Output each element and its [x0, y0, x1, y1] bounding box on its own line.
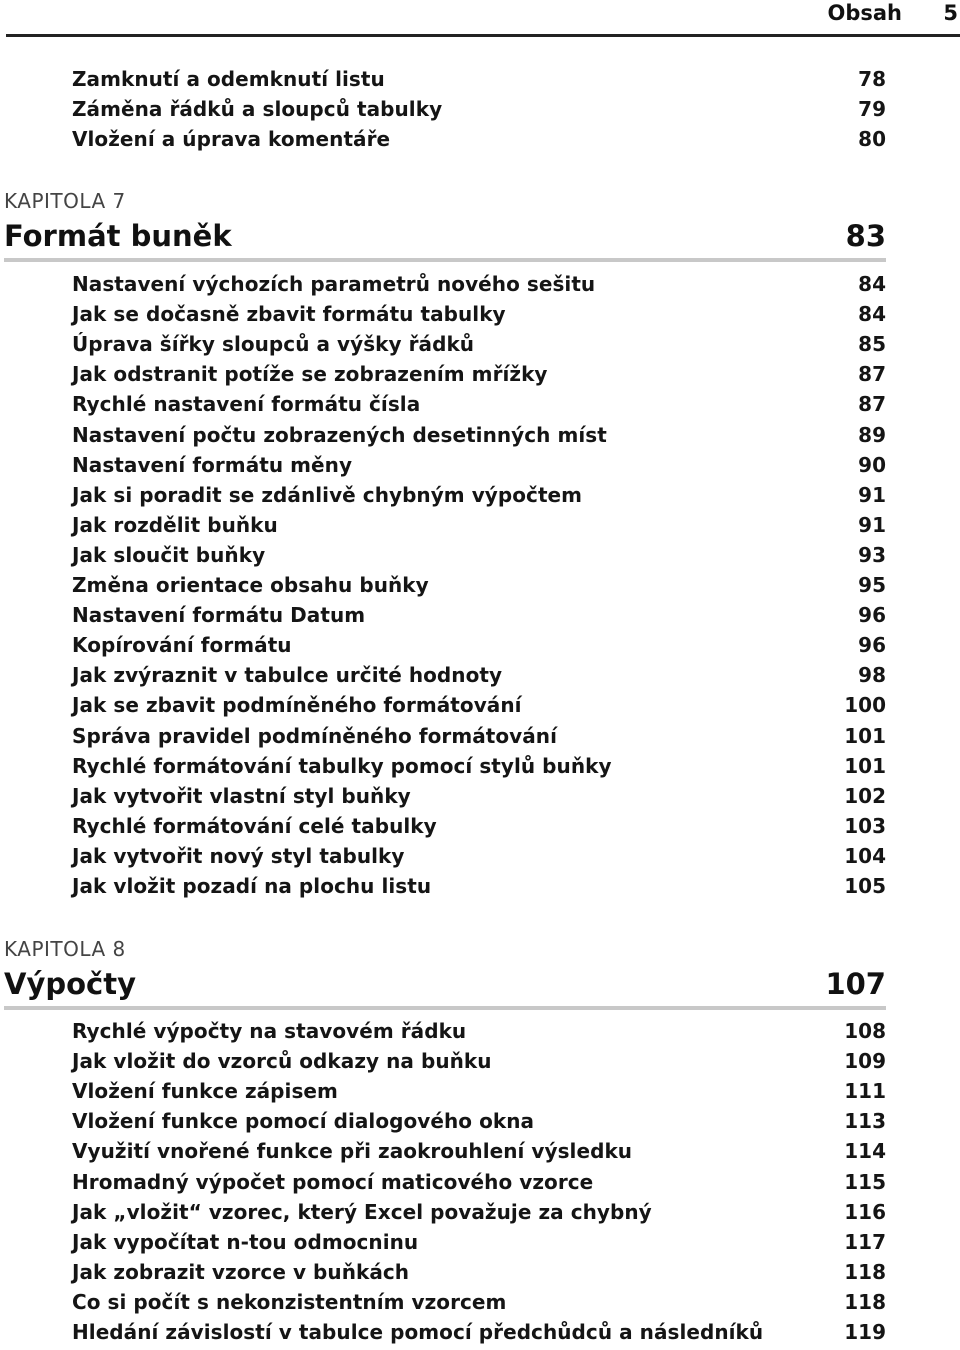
toc-entry[interactable]: [72, 269, 886, 299]
toc-entry-title: Nastavení formátu Datum: [72, 603, 366, 628]
chapter-divider: [4, 1006, 886, 1010]
toc-entry[interactable]: [72, 1227, 886, 1257]
toc-entry-title: Jak rozdělit buňku: [72, 512, 278, 537]
chapter-title: Formát buněk: [4, 219, 232, 253]
toc-entry[interactable]: [72, 329, 886, 359]
toc-entry-page: 118: [844, 1289, 886, 1314]
toc-entry-title: Rychlé formátování tabulky pomocí stylů buňky: [72, 753, 612, 778]
toc-entry[interactable]: [72, 420, 886, 450]
chapter-label: KAPITOLA 7: [4, 189, 126, 213]
toc-entry-title: Nastavení formátu měny: [72, 452, 353, 477]
toc-entry-title: Jak sloučit buňky: [72, 542, 266, 567]
toc-entry-page: 113: [844, 1109, 886, 1134]
toc-entry-title: Zamknutí a odemknutí listu: [72, 67, 385, 91]
toc-entry-page: 90: [858, 452, 886, 477]
toc-entry-title: Záměna řádků a sloupců tabulky: [72, 97, 443, 122]
toc-entry-page: 79: [858, 97, 886, 122]
toc-entry[interactable]: [72, 359, 886, 389]
toc-entry-title: Využití vnořené funkce při zaokrouhlení výsledku: [72, 1139, 633, 1164]
toc-entry-page: 87: [858, 362, 886, 387]
toc-entry-page: 103: [844, 813, 886, 838]
toc-entry[interactable]: [72, 540, 886, 570]
toc-entry-title: Rychlé nastavení formátu čísla: [72, 392, 421, 417]
toc-entry-title: Jak se zbavit podmíněného formátování: [72, 693, 522, 718]
toc-entry-page: 111: [844, 1079, 886, 1104]
toc-entry-title: Rychlé formátování celé tabulky: [72, 813, 437, 838]
chapter-divider: [4, 258, 886, 262]
toc-entry[interactable]: [72, 660, 886, 690]
toc-entry-page: 87: [858, 392, 886, 417]
toc-entry-page: 102: [844, 783, 886, 808]
toc-entry[interactable]: [72, 389, 886, 419]
toc-entry[interactable]: [72, 630, 886, 660]
toc-entry-page: 85: [858, 332, 886, 357]
toc-entry[interactable]: [72, 1167, 886, 1197]
toc-entry-title: Kopírování formátu: [72, 633, 292, 658]
toc-entry-title: Změna orientace obsahu buňky: [72, 573, 429, 597]
toc-entry-title: Nastavení počtu zobrazených desetinných míst: [72, 422, 607, 447]
toc-entry-title: Jak vypočítat n-tou odmocninu: [72, 1229, 419, 1254]
toc-entry-page: 117: [844, 1229, 886, 1254]
toc-entry[interactable]: [72, 1106, 886, 1136]
toc-entry-page: 78: [858, 67, 886, 91]
toc-entry-page: 89: [858, 422, 886, 447]
toc-entry-title: Vložení funkce zápisem: [72, 1079, 338, 1104]
toc-entry[interactable]: [72, 124, 886, 154]
toc-entry[interactable]: [72, 510, 886, 540]
toc-entry-page: 96: [858, 633, 886, 658]
toc-entry-title: Jak zvýraznit v tabulce určité hodnoty: [72, 663, 503, 688]
toc-entry-title: Jak zobrazit vzorce v buňkách: [72, 1259, 410, 1284]
toc-entry-title: Co si počít s nekonzistentním vzorcem: [72, 1289, 507, 1314]
toc-entry[interactable]: [72, 721, 886, 751]
toc-entry-page: 108: [844, 1019, 886, 1043]
toc-entry[interactable]: [72, 751, 886, 781]
toc-entry-page: 115: [844, 1169, 886, 1194]
toc-entry-title: Vložení a úprava komentáře: [72, 127, 391, 152]
toc-entry-page: 84: [858, 272, 886, 296]
toc-entry[interactable]: [72, 1287, 886, 1317]
toc-entry[interactable]: [72, 299, 886, 329]
toc-entry[interactable]: [72, 1136, 886, 1166]
toc-entry-page: 116: [844, 1199, 886, 1224]
header-title: Obsah: [827, 1, 902, 25]
toc-entry[interactable]: [72, 1046, 886, 1076]
chapter-title: Výpočty: [4, 967, 136, 1001]
toc-entry-page: 104: [844, 843, 886, 868]
toc-entry-page: 91: [858, 512, 886, 537]
toc-entry-title: Hledání závislostí v tabulce pomocí předchůdců a následníků: [72, 1320, 764, 1344]
toc-entry[interactable]: [72, 480, 886, 510]
toc-entry[interactable]: [72, 600, 886, 630]
toc-entry-page: 84: [858, 302, 886, 327]
toc-entry-page: 118: [844, 1259, 886, 1284]
toc-entry[interactable]: [72, 1197, 886, 1227]
chapter-heading: [4, 964, 886, 1004]
toc-entry-title: Jak vložit do vzorců odkazy na buňku: [72, 1049, 492, 1074]
page-number: 5: [943, 1, 958, 25]
toc-entry-title: Jak „vložit“ vzorec, který Excel považuje za chybný: [72, 1199, 652, 1224]
toc-entry-title: Rychlé výpočty na stavovém řádku: [72, 1019, 467, 1043]
toc-entry-title: Jak si poradit se zdánlivě chybným výpočtem: [72, 482, 583, 507]
toc-entry-title: Správa pravidel podmíněného formátování: [72, 723, 557, 748]
toc-entry[interactable]: [72, 690, 886, 720]
toc-entry-page: 101: [844, 723, 886, 748]
chapter-heading: [4, 216, 886, 256]
toc-entry-page: 114: [844, 1139, 886, 1164]
chapter-page-number: 83: [845, 219, 886, 253]
toc-entry-page: 119: [844, 1320, 886, 1344]
chapter-label: KAPITOLA 8: [4, 937, 126, 961]
toc-entry-page: 101: [844, 753, 886, 778]
toc-entry-title: Vložení funkce pomocí dialogového okna: [72, 1109, 535, 1134]
toc-entry[interactable]: [72, 811, 886, 841]
toc-entry[interactable]: [72, 1317, 886, 1347]
chapter-page-number: 107: [825, 967, 886, 1001]
toc-entry-title: Jak vložit pozadí na plochu listu: [72, 874, 432, 898]
toc-entry[interactable]: [72, 1016, 886, 1046]
toc-entry-page: 95: [858, 573, 886, 597]
toc-entry[interactable]: [72, 1076, 886, 1106]
toc-entry-page: 100: [844, 693, 886, 718]
toc-entry[interactable]: [72, 570, 886, 600]
toc-entry-page: 96: [858, 603, 886, 628]
toc-entry[interactable]: [72, 1257, 886, 1287]
toc-entry-title: Jak se dočasně zbavit formátu tabulky: [72, 302, 506, 327]
toc-entry-title: Jak vytvořit nový styl tabulky: [72, 843, 405, 868]
toc-entry[interactable]: [72, 841, 886, 871]
toc-entry-title: Hromadný výpočet pomocí maticového vzorce: [72, 1169, 594, 1194]
toc-entry-title: Úprava šířky sloupců a výšky řádků: [72, 332, 475, 357]
toc-entry-page: 80: [858, 127, 886, 152]
toc-entry-title: Nastavení výchozích parametrů nového sešitu: [72, 272, 596, 296]
toc-entry-title: Jak odstranit potíže se zobrazením mřížky: [72, 362, 548, 387]
toc-entry[interactable]: [72, 781, 886, 811]
toc-entry-page: 91: [858, 482, 886, 507]
toc-entry[interactable]: [72, 64, 886, 94]
toc-entry[interactable]: [72, 871, 886, 901]
toc-entry[interactable]: [72, 94, 886, 124]
toc-entry[interactable]: [72, 450, 886, 480]
toc-entry-page: 98: [858, 663, 886, 688]
toc-entry-page: 93: [858, 542, 886, 567]
toc-entry-page: 105: [844, 874, 886, 898]
toc-entry-title: Jak vytvořit vlastní styl buňky: [72, 783, 411, 808]
toc-entry-page: 109: [844, 1049, 886, 1074]
